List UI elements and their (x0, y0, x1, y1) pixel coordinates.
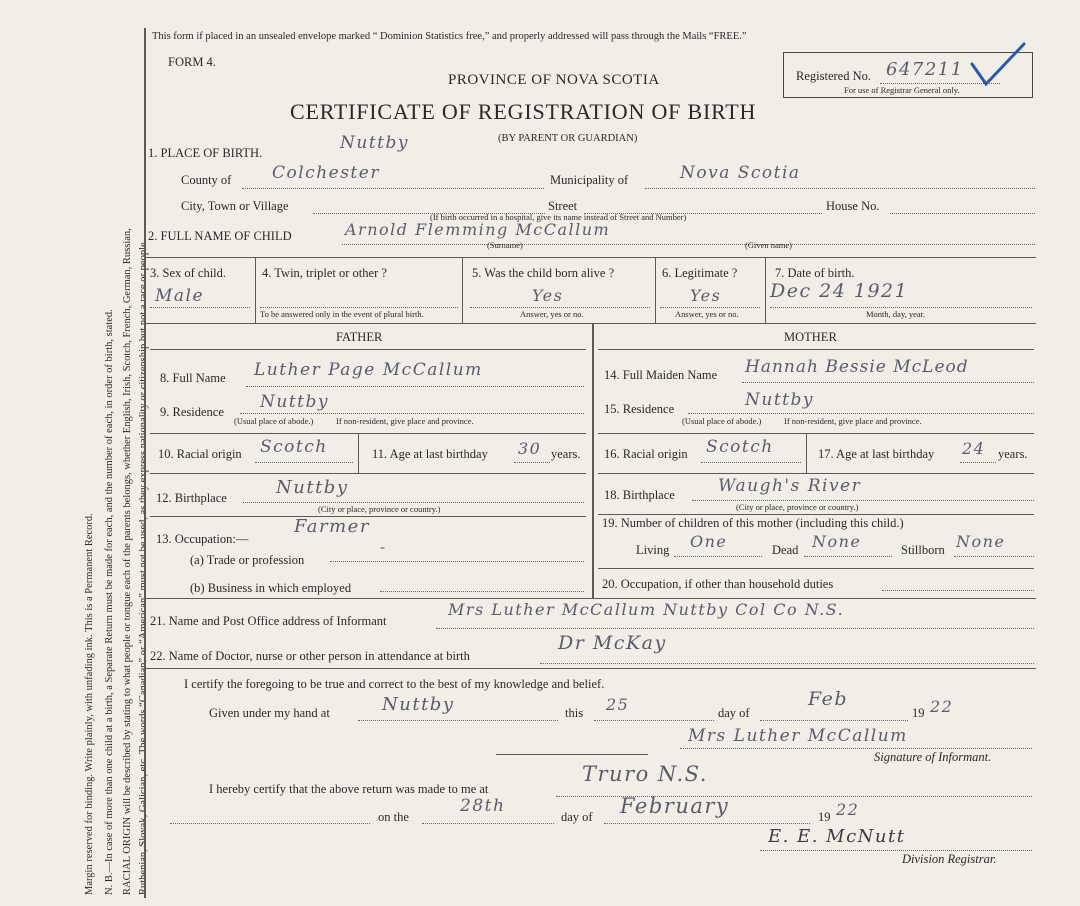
alive-value: Yes (532, 286, 564, 305)
father-birthplace-value: Nuttby (276, 477, 349, 498)
surname-caption: (Surname) (487, 240, 523, 250)
doctor-value: Dr McKay (558, 632, 667, 654)
registrar-signature: E. E. McNutt (768, 826, 906, 847)
given-name-caption: (Given name) (745, 240, 792, 250)
business-label: (b) Business in which employed (190, 581, 352, 595)
dob-label: 7. Date of birth. (775, 266, 855, 280)
children-count-label: 19. Number of children of this mother (including this child.) (602, 516, 904, 530)
registrar-month-value: February (620, 794, 730, 818)
mother-birthplace-note: (City or place, province or country.) (736, 502, 859, 512)
registrar-title: Division Registrar. (902, 852, 997, 866)
municipality-label: Municipality of (550, 173, 629, 187)
doctor-label: 22. Name of Doctor, nurse or other person in attendance at birth (150, 649, 470, 663)
this-label: this (565, 706, 584, 720)
certification-day-value: 25 (606, 695, 630, 714)
living-label: Living (636, 543, 670, 557)
alive-note: Answer, yes or no. (520, 309, 584, 319)
margin-note-binding: Margin reserved for binding. Write plainly, with unfading ink. This is a Permanent Record. (84, 513, 95, 895)
mother-name-value: Hannah Bessie McLeod (745, 357, 969, 377)
child-name-value: Arnold Flemming McCallum (345, 220, 611, 239)
alive-label: 5. Was the child born alive ? (472, 266, 615, 280)
year-prefix: 19 (912, 706, 925, 720)
place-of-birth-label: 1. PLACE OF BIRTH. (148, 146, 263, 160)
father-heading: FATHER (336, 330, 383, 344)
province-heading: PROVINCE OF NOVA SCOTIA (448, 72, 660, 88)
registrar-place-value: Truro N.S. (582, 762, 708, 786)
occupation-label: 13. Occupation:— (156, 532, 249, 546)
certificate-title: CERTIFICATE OF REGISTRATION OF BIRTH (290, 99, 757, 124)
father-birthplace-label: 12. Birthplace (156, 491, 227, 505)
child-name-label: 2. FULL NAME OF CHILD (148, 229, 292, 243)
father-abode-note: (Usual place of abode.) (234, 416, 314, 426)
certification-year-value: 22 (930, 697, 954, 716)
father-age-label: 11. Age at last birthday (372, 447, 488, 461)
dob-value: Dec 24 1921 (770, 280, 909, 302)
mother-age-label: 17. Age at last birthday (818, 447, 935, 461)
municipality-value: Nova Scotia (680, 163, 801, 183)
father-birthplace-note: (City or place, province or country.) (318, 504, 441, 514)
margin-notes (8, 0, 148, 906)
street-label: Street (548, 199, 578, 213)
mother-birthplace-label: 18. Birthplace (604, 488, 675, 502)
county-value: Colchester (272, 163, 380, 183)
dob-note: Month, day, year. (866, 309, 926, 319)
mother-age-value: 24 (962, 439, 986, 458)
mother-nonresident-note: If non-resident, give place and province. (784, 416, 922, 426)
given-place-value: Nuttby (382, 694, 455, 715)
mother-birthplace-value: Waugh's River (718, 476, 862, 496)
twin-label: 4. Twin, triplet or other ? (262, 266, 387, 280)
father-age-years: years. (551, 447, 581, 461)
informant-label: 21. Name and Post Office address of Informant (150, 614, 387, 628)
certificate-subtitle: (BY PARENT OR GUARDIAN) (498, 133, 638, 144)
certification-statement: I certify the foregoing to be true and correct to the best of my knowledge and belief. (184, 677, 605, 691)
mother-abode-note: (Usual place of abode.) (682, 416, 762, 426)
dead-label: Dead (772, 543, 799, 557)
form-number: FORM 4. (168, 55, 216, 69)
registered-label: Registered No. (796, 69, 871, 83)
house-label: House No. (826, 199, 880, 213)
father-residence-value: Nuttby (260, 392, 329, 412)
checkmark-icon (968, 38, 1028, 90)
father-residence-label: 9. Residence (160, 405, 224, 419)
sex-label: 3. Sex of child. (150, 266, 227, 280)
place-of-birth-value: Nuttby (340, 133, 409, 153)
hospital-note: (If birth occurred in a hospital, give its name instead of Street and Number) (430, 212, 687, 222)
trade-value: - (380, 538, 387, 556)
margin-note-nationality: Ruthenian, Slovak, Galician, etc. The words “Canadian” or “American” must not be used, as they express nationality or citizenship but not a race or people. (138, 239, 149, 895)
day-of-label: day of (718, 706, 750, 720)
father-name-value: Luther Page McCallum (254, 360, 483, 380)
margin-note-racial: RACIAL ORIGIN will be described by stating to what people or tongue each of the parents belongs, whether English, Irish, Scotch, French, German, Russian, (122, 228, 133, 895)
mother-race-value: Scotch (706, 437, 774, 457)
registrar-year-value: 22 (836, 800, 860, 819)
stillborn-value: None (956, 532, 1006, 551)
margin-rule (144, 28, 146, 898)
certification-month-value: Feb (808, 688, 849, 710)
mail-notice: This form if placed in an unsealed envelope marked “ Dominion Statistics free,” and properly addressed will pass through the Mails “FREE.” (152, 31, 747, 42)
mother-age-years: years. (998, 447, 1028, 461)
signature-caption: Signature of Informant. (874, 750, 992, 764)
margin-note-plural: N. B.—In case of more than one child at a birth, a Separate Return must be made for each, and the number of each, in order of birth, stated. (104, 309, 115, 895)
father-race-value: Scotch (260, 437, 328, 457)
father-nonresident-note: If non-resident, give place and province. (336, 416, 474, 426)
legitimate-value: Yes (690, 286, 722, 305)
given-under-label: Given under my hand at (209, 706, 330, 720)
dead-value: None (812, 532, 862, 551)
legitimate-note: Answer, yes or no. (675, 309, 739, 319)
mother-heading: MOTHER (784, 330, 837, 344)
registrar-year-prefix: 19 (818, 810, 831, 824)
informant-value: Mrs Luther McCallum Nuttby Col Co N.S. (448, 600, 845, 619)
father-age-value: 30 (518, 439, 542, 458)
mother-residence-value: Nuttby (745, 390, 814, 410)
sex-value: Male (155, 286, 205, 306)
registrar-day-of-label: day of (561, 810, 593, 824)
mother-name-label: 14. Full Maiden Name (604, 368, 718, 382)
legitimate-label: 6. Legitimate ? (662, 266, 738, 280)
father-occupation-value: Farmer (294, 516, 370, 537)
stillborn-label: Stillborn (901, 543, 945, 557)
mother-occupation-label: 20. Occupation, if other than household duties (602, 577, 834, 591)
registrar-note: For use of Registrar General only. (844, 85, 960, 95)
father-race-label: 10. Racial origin (158, 447, 242, 461)
father-name-label: 8. Full Name (160, 371, 226, 385)
county-label: County of (181, 173, 232, 187)
twin-note: To be answered only in the event of plural birth. (260, 309, 424, 319)
mother-residence-label: 15. Residence (604, 402, 675, 416)
registrar-day-value: 28th (460, 796, 506, 816)
mother-race-label: 16. Racial origin (604, 447, 688, 461)
registrar-statement: I hereby certify that the above return was made to me at (209, 782, 489, 796)
registered-number: 647211 (886, 59, 964, 80)
informant-signature: Mrs Luther McCallum (688, 726, 908, 746)
living-value: One (690, 532, 728, 551)
trade-label: (a) Trade or profession (190, 553, 305, 567)
on-the-label: on the (378, 810, 409, 824)
city-label: City, Town or Village (181, 199, 289, 213)
